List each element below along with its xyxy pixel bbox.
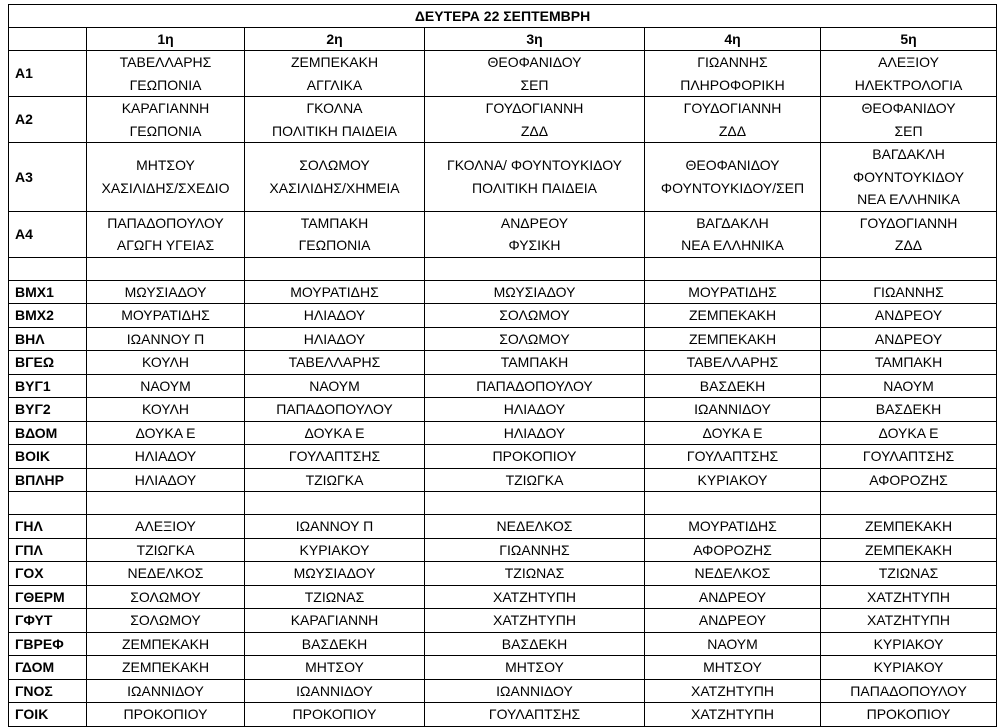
schedule-cell: [87, 211, 245, 257]
schedule-cell: [245, 97, 425, 143]
schedule-cell: ΙΩΑΝΝΙΔΟΥ: [645, 398, 821, 422]
schedule-cell: ΣΟΛΩΜΟΥ: [87, 585, 245, 609]
schedule-row: [9, 703, 997, 727]
schedule-cell: ΙΩΑΝΝΙΔΟΥ: [245, 679, 425, 703]
row-label: ΒΔΟΜ: [9, 421, 87, 445]
cell-text: ΦΥΣΙΚΗ: [508, 237, 561, 253]
cell-text: ΠΛΗΡΟΦΟΡΙΚΗ: [680, 76, 785, 93]
cell-text: ΓΕΩΠΟΝΙΑ: [298, 237, 371, 253]
title-row: [9, 5, 997, 28]
schedule-row: [9, 679, 997, 703]
cell-text: ΖΔΔ: [894, 237, 923, 253]
empty-cell: [425, 257, 645, 280]
schedule-row: [9, 327, 997, 351]
schedule-row: [9, 351, 997, 375]
schedule-cell: ΝΑΟΥΜ: [821, 374, 997, 398]
cell-text: ΖΕΜΠΕΚΑΚΗ: [290, 54, 379, 70]
cell-text: ΣΕΠ: [894, 122, 923, 139]
schedule-cell: ΤΑΒΕΛΛΑΡΗΣ: [245, 351, 425, 375]
schedule-body: [9, 51, 997, 727]
row-label: ΒΜΧ1: [9, 280, 87, 304]
schedule-cell: ΓΙΩΑΝΝΗΣ: [425, 538, 645, 562]
schedule-cell: [425, 143, 645, 212]
schedule-cell: ΝΕΔΕΛΚΟΣ: [645, 562, 821, 586]
schedule-cell: ΠΑΠΑΔΟΠΟΥΛΟΥ: [425, 374, 645, 398]
schedule-cell: [87, 51, 245, 97]
schedule-cell: ΧΑΤΖΗΤΥΠΗ: [645, 703, 821, 727]
schedule-cell: ΑΝΔΡΕΟΥ: [645, 609, 821, 633]
empty-cell: [245, 257, 425, 280]
schedule-cell: ΚΥΡΙΑΚΟΥ: [645, 468, 821, 492]
empty-cell: [821, 492, 997, 515]
schedule-row: [9, 562, 997, 586]
schedule-cell: ΗΛΙΑΔΟΥ: [245, 304, 425, 328]
schedule-cell: ΑΦΟΡΟΖΗΣ: [821, 468, 997, 492]
schedule-row: [9, 585, 997, 609]
header-empty: [9, 28, 87, 51]
schedule-cell: ΝΑΟΥΜ: [645, 632, 821, 656]
schedule-cell: ΓΟΥΛΑΠΤΣΗΣ: [645, 445, 821, 469]
schedule-cell: ΜΟΥΡΑΤΙΔΗΣ: [645, 280, 821, 304]
column-header: 1η: [87, 28, 245, 51]
schedule-cell: ΑΛΕΞΙΟΥ: [87, 515, 245, 539]
column-header: 5η: [821, 28, 997, 51]
schedule-row: [9, 374, 997, 398]
schedule-cell: ΠΑΠΑΔΟΠΟΥΛΟΥ: [245, 398, 425, 422]
schedule-cell: ΑΦΟΡΟΖΗΣ: [645, 538, 821, 562]
schedule-cell: ΒΑΣΔΕΚΗ: [645, 374, 821, 398]
schedule-cell: ΑΝΔΡΕΟΥ: [821, 304, 997, 328]
cell-text: ΑΛΕΞΙΟΥ: [878, 54, 939, 70]
schedule-cell: [425, 51, 645, 97]
schedule-row: [9, 515, 997, 539]
cell-text: ΒΑΓΔΑΚΛΗ: [696, 214, 769, 231]
schedule-cell: ΙΩΑΝΝΟΥ Π: [245, 515, 425, 539]
schedule-cell: ΖΕΜΠΕΚΑΚΗ: [821, 538, 997, 562]
row-label: ΓΒΡΕΦ: [9, 632, 87, 656]
row-label: ΓΟΙΚ: [9, 703, 87, 727]
cell-text: ΓΟΥΔΟΓΙΑΝΝΗ: [683, 100, 782, 116]
schedule-cell: ΗΛΙΑΔΟΥ: [87, 468, 245, 492]
schedule-cell: ΑΝΔΡΕΟΥ: [821, 327, 997, 351]
schedule-cell: ΤΑΜΠΑΚΗ: [425, 351, 645, 375]
empty-cell: [821, 257, 997, 280]
cell-text: ΧΑΣΙΛΙΔΗΣ/ΣΧΕΔΙΟ: [101, 179, 230, 196]
schedule-cell: ΒΑΣΔΕΚΗ: [425, 632, 645, 656]
row-label: ΒΟΙΚ: [9, 445, 87, 469]
schedule-cell: ΜΩΥΣΙΑΔΟΥ: [245, 562, 425, 586]
empty-cell: [9, 492, 87, 515]
row-label: Α4: [9, 211, 87, 257]
schedule-cell: ΝΕΔΕΛΚΟΣ: [87, 562, 245, 586]
schedule-cell: ΖΕΜΠΕΚΑΚΗ: [821, 515, 997, 539]
schedule-cell: ΧΑΤΖΗΤΥΠΗ: [425, 609, 645, 633]
schedule-cell: ΗΛΙΑΔΟΥ: [87, 445, 245, 469]
cell-text: ΖΔΔ: [718, 122, 747, 139]
schedule-cell: [645, 143, 821, 212]
cell-text: ΓΚΟΛΝΑ/ ΦΟΥΝΤΟΥΚΙΔΟΥ: [446, 157, 623, 174]
schedule-cell: ΒΑΣΔΕΚΗ: [821, 398, 997, 422]
schedule-cell: ΝΑΟΥΜ: [245, 374, 425, 398]
schedule-cell: [645, 51, 821, 97]
schedule-cell: ΜΟΥΡΑΤΙΔΗΣ: [245, 280, 425, 304]
schedule-cell: ΔΟΥΚΑ Ε: [821, 421, 997, 445]
schedule-row: [9, 304, 997, 328]
schedule-cell: ΔΟΥΚΑ Ε: [87, 421, 245, 445]
schedule-cell: [645, 211, 821, 257]
schedule-cell: ΓΙΩΑΝΝΗΣ: [821, 280, 997, 304]
schedule-row: [9, 398, 997, 422]
schedule-cell: ΙΩΑΝΝΙΔΟΥ: [87, 679, 245, 703]
schedule-cell: [425, 97, 645, 143]
schedule-cell: ΜΩΥΣΙΑΔΟΥ: [87, 280, 245, 304]
schedule-cell: ΖΕΜΠΕΚΑΚΗ: [87, 656, 245, 680]
schedule-cell: ΣΟΛΩΜΟΥ: [425, 304, 645, 328]
column-header: 2η: [245, 28, 425, 51]
schedule-cell: ΚΥΡΙΑΚΟΥ: [821, 656, 997, 680]
schedule-cell: ΜΗΤΣΟΥ: [245, 656, 425, 680]
schedule-cell: ΚΟΥΛΗ: [87, 351, 245, 375]
empty-cell: [425, 492, 645, 515]
schedule-cell: ΤΑΜΠΑΚΗ: [821, 351, 997, 375]
schedule-row: [9, 538, 997, 562]
row-label: ΒΓΕΩ: [9, 351, 87, 375]
row-label: Α2: [9, 97, 87, 143]
cell-text: ΑΝΔΡΕΟΥ: [500, 214, 569, 231]
spacer-row: [9, 257, 997, 280]
cell-text: ΚΑΡΑΓΙΑΝΝΗ: [121, 100, 210, 116]
cell-text: ΣΟΛΩΜΟΥ: [299, 157, 370, 174]
row-label: ΓΟΧ: [9, 562, 87, 586]
cell-text: ΤΑΒΕΛΛΑΡΗΣ: [119, 54, 212, 70]
schedule-cell: ΠΡΟΚΟΠΙΟΥ: [245, 703, 425, 727]
schedule-cell: ΠΡΟΚΟΠΙΟΥ: [821, 703, 997, 727]
schedule-row: [9, 656, 997, 680]
schedule-cell: ΖΕΜΠΕΚΑΚΗ: [645, 327, 821, 351]
schedule-cell: ΣΟΛΩΜΟΥ: [87, 609, 245, 633]
row-label: ΓΘΕΡΜ: [9, 585, 87, 609]
schedule-cell: ΙΩΑΝΝΟΥ Π: [87, 327, 245, 351]
schedule-cell: [245, 211, 425, 257]
cell-text: ΧΑΣΙΛΙΔΗΣ/ΧΗΜΕΙΑ: [269, 179, 400, 196]
schedule-cell: ΜΗΤΣΟΥ: [425, 656, 645, 680]
schedule-cell: ΠΑΠΑΔΟΠΟΥΛΟΥ: [821, 679, 997, 703]
schedule-cell: ΗΛΙΑΔΟΥ: [245, 327, 425, 351]
cell-text: ΖΔΔ: [520, 122, 549, 139]
schedule-cell: ΝΑΟΥΜ: [87, 374, 245, 398]
schedule-row: [9, 421, 997, 445]
schedule-cell: [821, 51, 997, 97]
schedule-cell: [87, 97, 245, 143]
row-label: ΓΝΟΣ: [9, 679, 87, 703]
schedule-row: [9, 280, 997, 304]
cell-text: ΠΑΠΑΔΟΠΟΥΛΟΥ: [107, 214, 224, 231]
cell-text: ΓΟΥΔΟΓΙΑΝΝΗ: [485, 100, 584, 116]
schedule-cell: ΜΗΤΣΟΥ: [645, 656, 821, 680]
schedule-cell: [821, 97, 997, 143]
row-label: ΓΗΛ: [9, 515, 87, 539]
schedule-cell: ΜΩΥΣΙΑΔΟΥ: [425, 280, 645, 304]
schedule-row: [9, 632, 997, 656]
cell-text: ΑΓΓΛΙΚΑ: [306, 76, 363, 93]
cell-text: ΝΕΑ ΕΛΛΗΝΙΚΑ: [857, 191, 960, 207]
column-header: 3η: [425, 28, 645, 51]
cell-text: ΦΟΥΝΤΟΥΚΙΔΟΥ/ΣΕΠ: [660, 179, 805, 196]
schedule-cell: ΠΡΟΚΟΠΙΟΥ: [87, 703, 245, 727]
cell-text: ΒΑΓΔΑΚΛΗ: [872, 146, 945, 162]
schedule-cell: [821, 143, 997, 212]
schedule-row: [9, 468, 997, 492]
schedule-cell: ΤΖΙΩΓΚΑ: [425, 468, 645, 492]
cell-text: ΜΗΤΣΟΥ: [136, 157, 195, 174]
schedule-cell: ΧΑΤΖΗΤΥΠΗ: [425, 585, 645, 609]
schedule-cell: ΖΕΜΠΕΚΑΚΗ: [87, 632, 245, 656]
schedule-cell: ΚΑΡΑΓΙΑΝΝΗ: [245, 609, 425, 633]
cell-text: ΗΛΕΚΤΡΟΛΟΓΙΑ: [854, 76, 963, 93]
schedule-cell: ΠΡΟΚΟΠΙΟΥ: [425, 445, 645, 469]
schedule-cell: ΚΥΡΙΑΚΟΥ: [821, 632, 997, 656]
schedule-cell: ΝΕΔΕΛΚΟΣ: [425, 515, 645, 539]
schedule-cell: ΤΖΙΩΝΑΣ: [245, 585, 425, 609]
row-label: ΒΗΛ: [9, 327, 87, 351]
column-header: 4η: [645, 28, 821, 51]
cell-text: ΓΟΥΔΟΓΙΑΝΝΗ: [859, 214, 958, 231]
schedule-row: [9, 211, 997, 257]
schedule-cell: [245, 143, 425, 212]
row-label: Α1: [9, 51, 87, 97]
cell-text: ΣΕΠ: [520, 76, 549, 93]
schedule-cell: ΧΑΤΖΗΤΥΠΗ: [821, 609, 997, 633]
cell-text: ΦΟΥΝΤΟΥΚΙΔΟΥ: [852, 168, 965, 185]
cell-text: ΘΕΟΦΑΝΙΔΟΥ: [685, 157, 780, 174]
page-title: ΔΕΥΤΕΡΑ 22 ΣΕΠΤΕΜΒΡΗ: [9, 5, 997, 28]
schedule-cell: ΧΑΤΖΗΤΥΠΗ: [645, 679, 821, 703]
empty-cell: [645, 492, 821, 515]
cell-text: ΓΚΟΛΝΑ: [306, 100, 363, 116]
schedule-cell: [645, 97, 821, 143]
schedule-cell: ΤΖΙΩΝΑΣ: [821, 562, 997, 586]
row-label: ΒΥΓ2: [9, 398, 87, 422]
schedule-cell: ΚΥΡΙΑΚΟΥ: [245, 538, 425, 562]
row-label: ΓΦΥΤ: [9, 609, 87, 633]
schedule-cell: ΤΖΙΩΝΑΣ: [425, 562, 645, 586]
schedule-cell: ΒΑΣΔΕΚΗ: [245, 632, 425, 656]
schedule-cell: ΓΟΥΛΑΠΤΣΗΣ: [425, 703, 645, 727]
schedule-cell: ΓΟΥΛΑΠΤΣΗΣ: [821, 445, 997, 469]
schedule-row: [9, 51, 997, 97]
schedule-cell: ΙΩΑΝΝΙΔΟΥ: [425, 679, 645, 703]
schedule-cell: ΣΟΛΩΜΟΥ: [425, 327, 645, 351]
cell-text: ΘΕΟΦΑΝΙΔΟΥ: [487, 54, 582, 70]
empty-cell: [645, 257, 821, 280]
cell-text: ΠΟΛΙΤΙΚΗ ΠΑΙΔΕΙΑ: [271, 122, 398, 139]
schedule-cell: ΤΖΙΩΓΚΑ: [87, 538, 245, 562]
schedule-cell: [821, 211, 997, 257]
schedule-row: [9, 143, 997, 212]
cell-text: ΓΙΩΑΝΝΗΣ: [697, 54, 768, 70]
cell-text: ΤΑΜΠΑΚΗ: [300, 214, 369, 231]
cell-text: ΠΟΛΙΤΙΚΗ ΠΑΙΔΕΙΑ: [471, 179, 598, 196]
row-label: Α3: [9, 143, 87, 212]
row-label: ΓΔΟΜ: [9, 656, 87, 680]
empty-cell: [87, 257, 245, 280]
schedule-cell: ΜΟΥΡΑΤΙΔΗΣ: [645, 515, 821, 539]
schedule-cell: [425, 211, 645, 257]
schedule-row: [9, 97, 997, 143]
row-label: ΒΥΓ1: [9, 374, 87, 398]
schedule-cell: ΧΑΤΖΗΤΥΠΗ: [821, 585, 997, 609]
schedule-row: [9, 445, 997, 469]
schedule-cell: ΤΑΒΕΛΛΑΡΗΣ: [645, 351, 821, 375]
cell-text: ΓΕΩΠΟΝΙΑ: [129, 76, 202, 93]
schedule-cell: ΚΟΥΛΗ: [87, 398, 245, 422]
header-row: [9, 28, 997, 51]
empty-cell: [9, 257, 87, 280]
schedule-row: [9, 609, 997, 633]
empty-cell: [245, 492, 425, 515]
schedule-cell: ΜΟΥΡΑΤΙΔΗΣ: [87, 304, 245, 328]
cell-text: ΘΕΟΦΑΝΙΔΟΥ: [861, 100, 956, 116]
schedule-cell: ΔΟΥΚΑ Ε: [645, 421, 821, 445]
empty-cell: [87, 492, 245, 515]
schedule-cell: [245, 51, 425, 97]
row-label: ΓΠΛ: [9, 538, 87, 562]
spacer-row: [9, 492, 997, 515]
schedule-cell: ΑΝΔΡΕΟΥ: [645, 585, 821, 609]
schedule-cell: ΓΟΥΛΑΠΤΣΗΣ: [245, 445, 425, 469]
schedule-cell: ΔΟΥΚΑ Ε: [245, 421, 425, 445]
cell-text: ΝΕΑ ΕΛΛΗΝΙΚΑ: [681, 237, 784, 253]
schedule-cell: ΖΕΜΠΕΚΑΚΗ: [645, 304, 821, 328]
cell-text: ΑΓΩΓΗ ΥΓΕΙΑΣ: [116, 237, 215, 253]
schedule-cell: [87, 143, 245, 212]
schedule-cell: ΗΛΙΑΔΟΥ: [425, 421, 645, 445]
schedule-cell: ΗΛΙΑΔΟΥ: [425, 398, 645, 422]
cell-text: ΓΕΩΠΟΝΙΑ: [129, 122, 202, 139]
row-label: ΒΜΧ2: [9, 304, 87, 328]
row-label: ΒΠΛΗΡ: [9, 468, 87, 492]
schedule-table: [8, 4, 997, 727]
schedule-cell: ΤΖΙΩΓΚΑ: [245, 468, 425, 492]
